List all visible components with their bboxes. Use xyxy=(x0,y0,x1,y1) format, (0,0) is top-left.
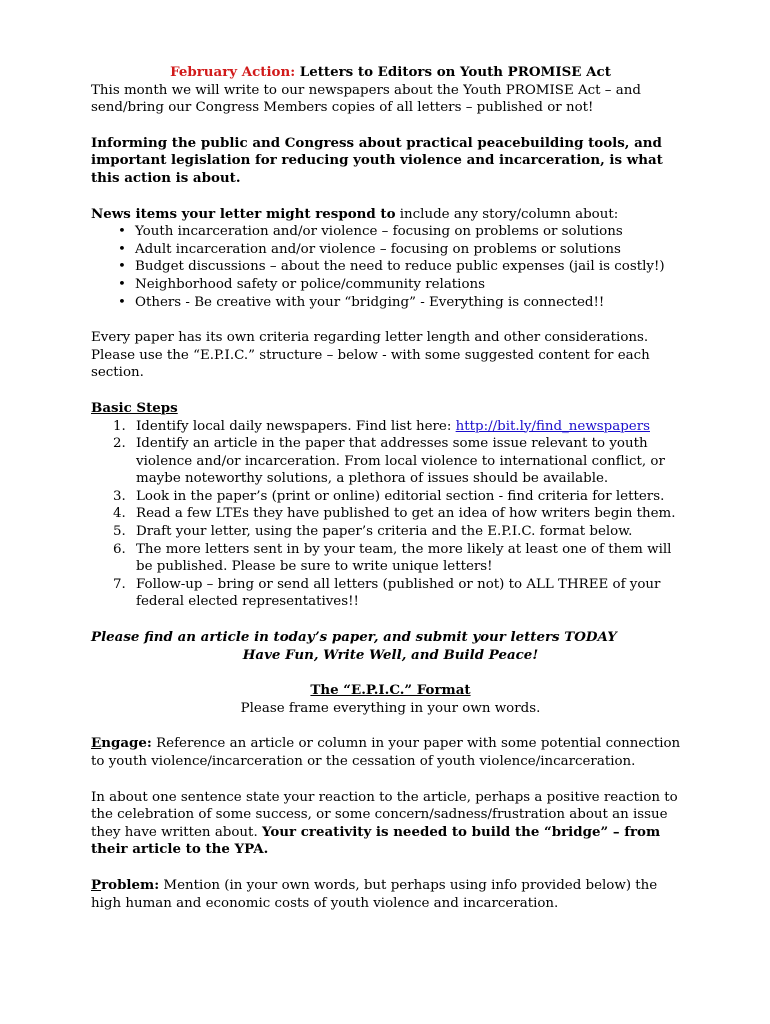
engage-text: Reference an article or column in your paper with some potential connection to youth violence/incarceration or the cessation of youth violence/incarceration. xyxy=(91,736,681,769)
engage-label-initial: E xyxy=(91,735,102,752)
problem-label-initial: P xyxy=(91,876,102,893)
step-item xyxy=(113,435,690,488)
step-text: Identify an article in the paper that addresses some issue relevant to youth violence and/or incarceration. From local violence to international conflict, or maybe noteworthy solutions, a plethora of issues should be available. xyxy=(136,436,665,487)
problem-paragraph xyxy=(91,877,690,912)
title-rest: Letters to Editors on Youth PROMISE Act xyxy=(295,64,611,80)
step-number: 4. xyxy=(113,506,126,522)
news-lead-rest: include any story/column about: xyxy=(395,206,619,222)
list-item: • Youth incarceration and/or violence – focusing on problems or solutions xyxy=(118,223,690,241)
list-item: • Neighborhood safety or police/community relations xyxy=(118,276,690,294)
epic-heading: The “E.P.I.C.” Format xyxy=(310,682,471,699)
step-text: The more letters sent in by your team, the more likely at least one of them will be published. Please be sure to write unique letters! xyxy=(136,541,672,575)
epic-subheading: Please frame everything in your own words. xyxy=(240,700,541,716)
page-title xyxy=(91,64,690,82)
news-lead xyxy=(91,206,690,224)
news-bullet-list xyxy=(91,223,690,311)
engage-paragraph xyxy=(91,735,690,770)
step-number: 5. xyxy=(113,524,126,540)
criteria-paragraph: Every paper has its own criteria regarding letter length and other considerations. Please use the “E.P.I.C.” structure – below - with some suggested content for each section. xyxy=(91,330,650,381)
step-number: 3. xyxy=(113,488,126,504)
step-number: 7. xyxy=(113,576,126,592)
list-item: • Budget discussions – about the need to reduce public expenses (jail is costly!) xyxy=(118,258,690,276)
basic-steps-heading: Basic Steps xyxy=(91,399,178,416)
step-text: Read a few LTEs they have published to get an idea of how writers begin them. xyxy=(136,506,676,522)
step-text: Look in the paper’s (print or online) editorial section - find criteria for letters. xyxy=(136,488,665,504)
step-number: 2. xyxy=(113,436,126,452)
callout-line-2: Have Fun, Write Well, and Build Peace! xyxy=(242,646,539,663)
step-item xyxy=(113,541,690,576)
find-newspapers-link[interactable]: http://bit.ly/find_newspapers xyxy=(455,418,650,434)
problem-text: Mention (in your own words, but perhaps using info provided below) the high human and economic costs of youth violence and incarceration. xyxy=(91,877,658,911)
news-lead-bold: News items your letter might respond to xyxy=(91,205,396,222)
step-item xyxy=(113,418,690,436)
step-text: Identify local daily newspapers. Find list here: xyxy=(136,418,456,434)
reaction-text: In about one sentence state your reaction to the article, perhaps a positive reaction to the celebration of some success, or some concern/sadness/frustration about an issue they have written about. xyxy=(91,789,678,840)
basic-steps-list xyxy=(91,418,690,612)
reaction-bold: Your creativity is needed to build the “bridge” – from their article to the YPA. xyxy=(91,823,661,858)
list-item: • Others - Be creative with your “bridging” - Everything is connected!! xyxy=(118,294,690,312)
step-item xyxy=(113,576,690,611)
step-item xyxy=(113,488,690,506)
step-text: Follow-up – bring or send all letters (published or not) to ALL THREE of your federal elected representatives!! xyxy=(136,576,661,610)
step-item xyxy=(113,505,690,523)
problem-label-rest: roblem: xyxy=(101,876,160,893)
step-text: Draft your letter, using the paper’s criteria and the E.P.I.C. format below. xyxy=(136,524,633,540)
step-item xyxy=(113,523,690,541)
list-item: • Adult incarceration and/or violence – focusing on problems or solutions xyxy=(118,241,690,259)
callout-line-1: Please find an article in today’s paper, and submit your letters TODAY xyxy=(91,629,617,646)
step-number: 1. xyxy=(113,418,126,434)
engage-label-rest: ngage: xyxy=(101,735,152,752)
reaction-paragraph xyxy=(91,789,690,859)
step-number: 6. xyxy=(113,541,126,557)
title-action-label: February Action: xyxy=(170,64,296,80)
informing-paragraph: Informing the public and Congress about practical peacebuilding tools, and important legislation for reducing youth violence and incarceration, is what this action is about. xyxy=(91,134,663,186)
intro-paragraph: This month we will write to our newspapers about the Youth PROMISE Act – and send/bring our Congress Members copies of all letters – published or not! xyxy=(91,82,641,116)
